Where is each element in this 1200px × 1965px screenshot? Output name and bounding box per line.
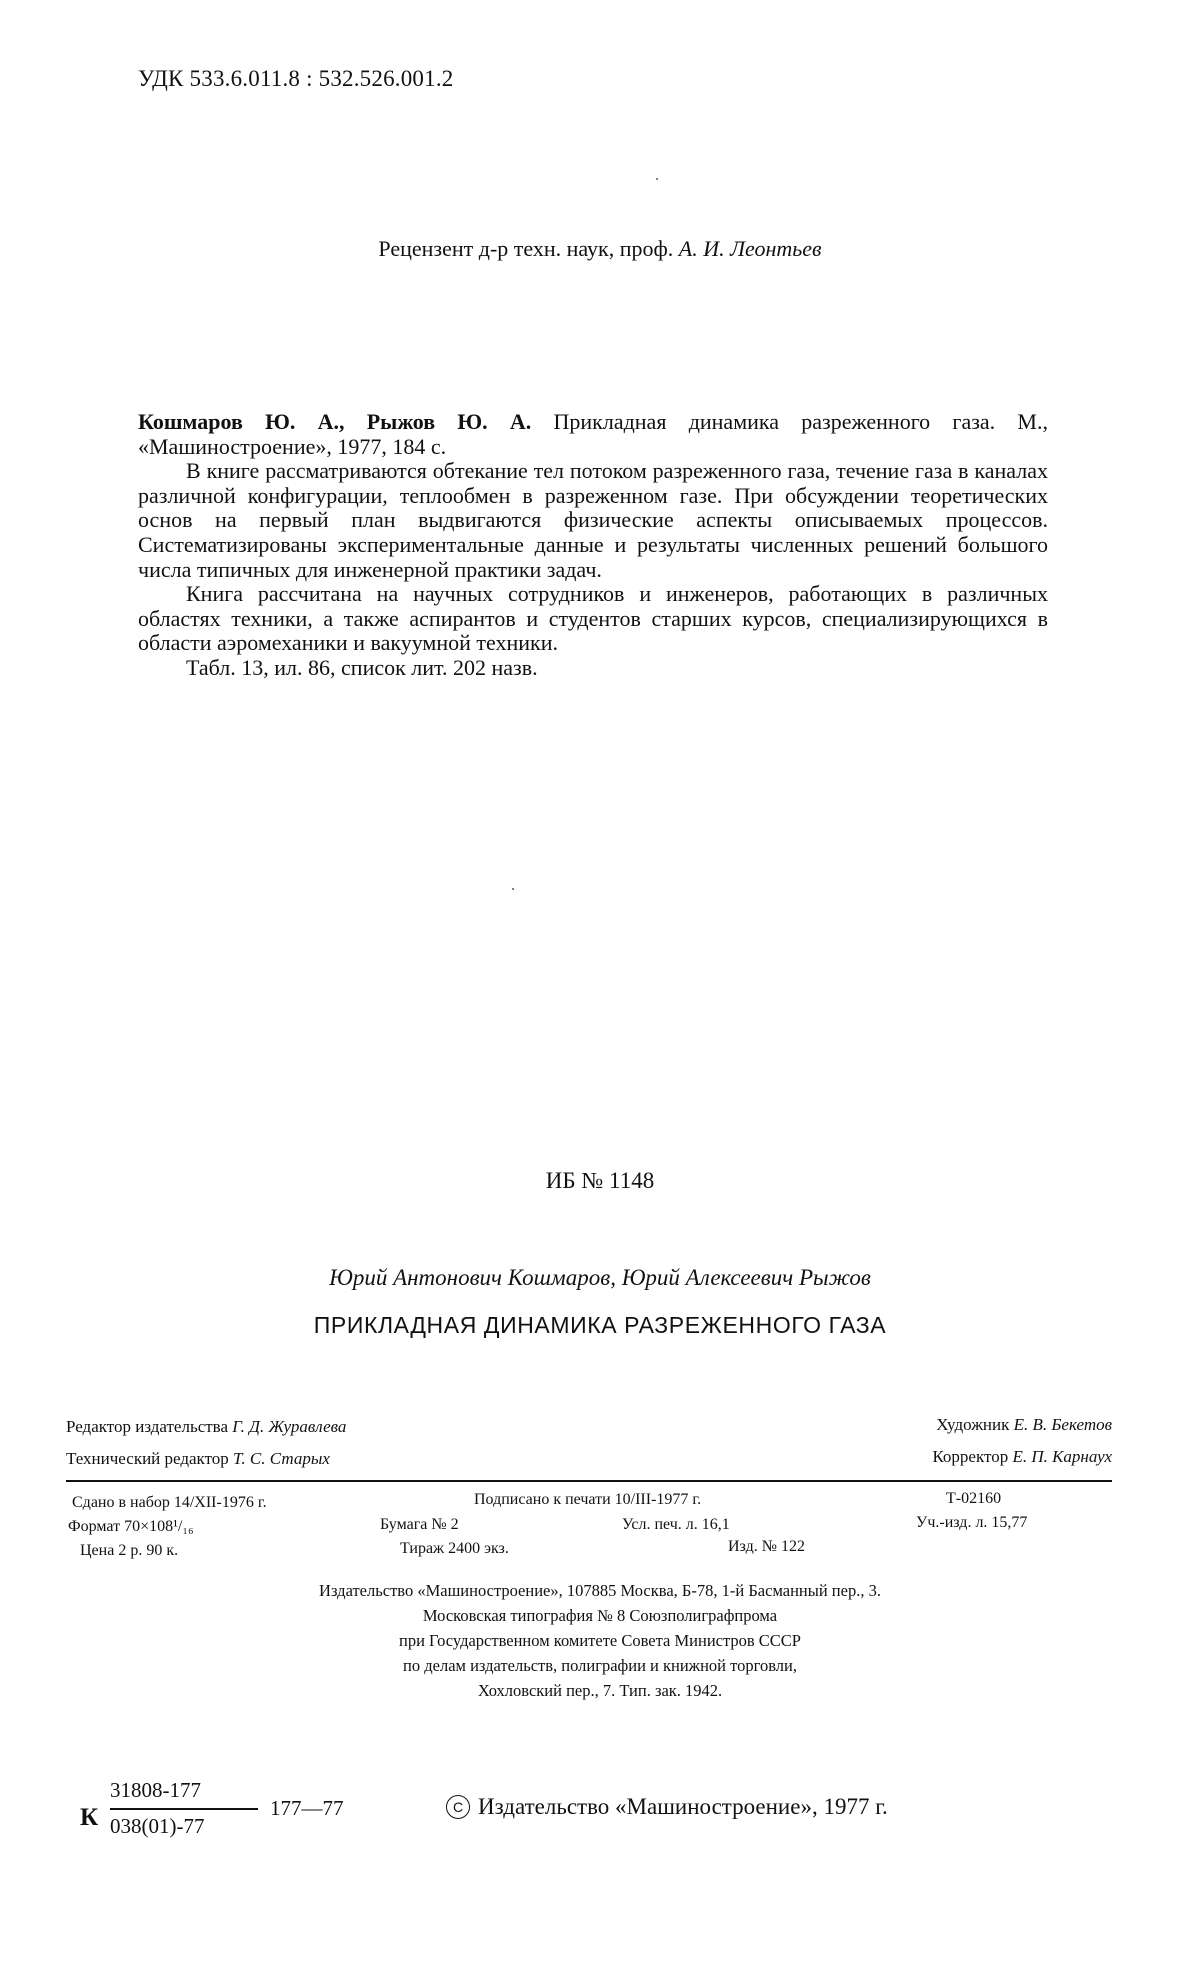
imprint-pub-number: Изд. № 122 (728, 1538, 805, 1555)
book-title: ПРИКЛАДНАЯ ДИНАМИКА РАЗРЕЖЕННОГО ГАЗА (313, 1312, 887, 1338)
imprint-paper: Бумага № 2 (380, 1516, 459, 1533)
credit-editor (66, 1417, 346, 1437)
credit-corrector (932, 1447, 1112, 1467)
printers-line-5: Хохловский пер., 7. Тип. зак. 1942. (477, 1681, 723, 1700)
reviewer-name: А. И. Леонтьев (678, 236, 822, 261)
citation-rest: Прикладная динамика разреженного газа. М., «Машиностроение», 1977, 184 с. (138, 409, 1048, 459)
imprint-print-sheets: Усл. печ. л. 16,1 (622, 1516, 730, 1533)
imprint-code: Т-02160 (946, 1490, 1002, 1507)
imprint-signed-to-print: Подписано к печати 10/III-1977 г. (474, 1491, 702, 1508)
index-numerator: 31808-177 (110, 1778, 201, 1802)
index-denominator: 038(01)-77 (110, 1814, 205, 1838)
corrector-label: Корректор (932, 1447, 1013, 1466)
tech-editor-label: Технический редактор (66, 1449, 234, 1468)
citation (138, 410, 1048, 459)
credit-tech-editor (66, 1449, 330, 1469)
printers-line-3: при Государственном комитете Совета Министров СССР (398, 1631, 801, 1650)
editor-label: Редактор издательства (66, 1417, 233, 1436)
scan-speck (656, 178, 658, 180)
abstract-block (138, 410, 1048, 681)
ib-number: ИБ № 1148 (545, 1168, 655, 1193)
index-suffix: 177—77 (270, 1796, 344, 1820)
credit-artist (936, 1415, 1112, 1435)
corrector-name: Е. П. Карнаух (1012, 1447, 1112, 1466)
citation-authors: Кошмаров Ю. А., Рыжов Ю. А. (138, 409, 532, 434)
imprint-pub-sheets: Уч.-изд. л. 15,77 (916, 1514, 1028, 1531)
artist-name: Е. В. Бекетов (1013, 1415, 1112, 1434)
reviewer-prefix: Рецензент д-р техн. наук, проф. (378, 236, 679, 261)
printers-line-2: Московская типография № 8 Союзполиграфпрома (422, 1606, 778, 1625)
imprint-run: Тираж 2400 экз. (400, 1540, 509, 1557)
index-letter: К (80, 1804, 99, 1831)
artist-label: Художник (936, 1415, 1014, 1434)
abstract-paragraph-1: В книге рассматриваются обтекание тел потоком разреженного газа, течение газа в каналах различной конфигурации, теплообмен в разреженном газе. При обсуждении теоретических основ на первый план выдвигаются физические аспекты описываемых процессов. Систематизированы экспериментальные данные и результаты численных решений большого числа типичных для инженерной практики задач. (138, 458, 1048, 582)
imprint-price: Цена 2 р. 90 к. (80, 1542, 179, 1559)
imprint-divider (66, 1480, 1112, 1482)
editor-name: Г. Д. Журавлева (232, 1417, 347, 1436)
copyright-text: Издательство «Машиностроение», 1977 г. (478, 1794, 888, 1819)
imprint-sent-to-set: Сдано в набор 14/XII-1976 г. (72, 1494, 267, 1511)
printers-block (0, 1578, 1200, 1703)
copyright-line (446, 1794, 888, 1820)
tech-editor-name: Т. С. Старых (233, 1449, 330, 1468)
printers-line-1: Издательство «Машиностроение», 107885 Москва, Б-78, 1-й Басманный пер., 3. (319, 1581, 881, 1600)
udk-code: УДК 533.6.011.8 : 532.526.001.2 (138, 66, 454, 91)
authors-full-names: Юрий Антонович Кошмаров, Юрий Алексеевич Рыжов (329, 1265, 871, 1290)
index-fraction-bar (110, 1808, 258, 1810)
imprint-format: Формат 70×108¹/₁₆ (68, 1518, 194, 1535)
printers-line-4: по делам издательств, полиграфии и книжной торговли, (403, 1656, 797, 1675)
abstract-paragraph-2: Книга рассчитана на научных сотрудников и инженеров, работающих в различных областях техники, а также аспирантов и студентов старших курсов, специализирующихся в области аэромеханики и вакуумной техники. (138, 581, 1048, 656)
scan-speck (512, 888, 514, 890)
copyright-icon: C (446, 1795, 470, 1819)
reviewer-line (0, 236, 1200, 262)
abstract-paragraph-3: Табл. 13, ил. 86, список лит. 202 назв. (186, 654, 538, 680)
